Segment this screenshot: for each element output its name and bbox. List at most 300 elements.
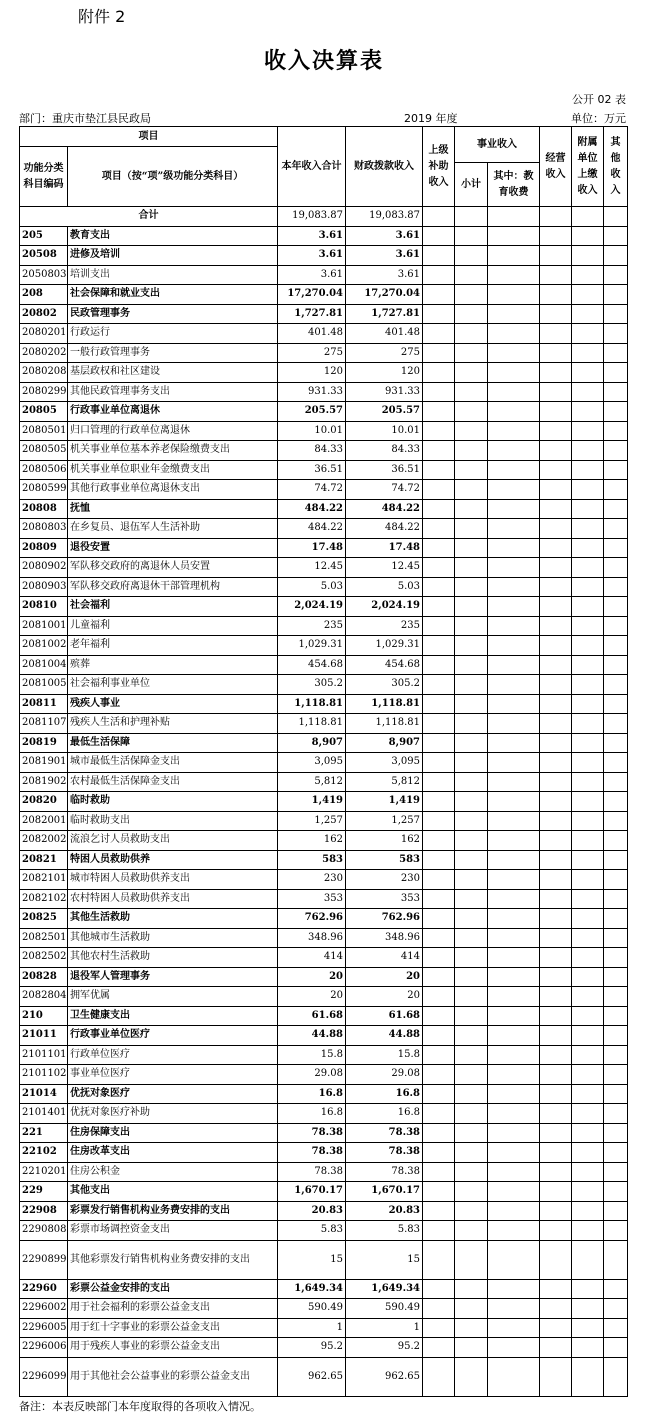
row-name: 儿童福利 xyxy=(68,616,278,636)
row-name: 进修及培训 xyxy=(68,246,278,266)
cell-empty xyxy=(604,1123,628,1143)
row-total: 230 xyxy=(278,870,346,890)
row-code: 20821 xyxy=(20,850,68,870)
cell-empty xyxy=(455,363,488,383)
cell-empty xyxy=(540,1279,572,1299)
table-row xyxy=(20,616,628,636)
row-code: 22960 xyxy=(20,1279,68,1299)
cell-empty xyxy=(540,948,572,968)
cell-empty xyxy=(423,909,455,929)
cell-empty xyxy=(423,1279,455,1299)
cell-empty xyxy=(540,967,572,987)
row-name: 军队移交政府离退休干部管理机构 xyxy=(68,577,278,597)
cell-empty xyxy=(604,460,628,480)
header-code: 功能分类科目编码 xyxy=(20,147,68,207)
cell-empty xyxy=(572,1045,604,1065)
cell-empty xyxy=(423,948,455,968)
row-name: 其他生活救助 xyxy=(68,909,278,929)
cell-empty xyxy=(423,343,455,363)
cell-empty xyxy=(604,1026,628,1046)
cell-empty xyxy=(572,1006,604,1026)
cell-empty xyxy=(604,1006,628,1026)
cell-empty xyxy=(572,1201,604,1221)
cell-empty xyxy=(423,226,455,246)
cell-empty xyxy=(540,850,572,870)
cell-empty xyxy=(423,558,455,578)
row-name: 残疾人事业 xyxy=(68,694,278,714)
cell-empty xyxy=(488,1026,540,1046)
cell-empty xyxy=(455,967,488,987)
row-code: 205 xyxy=(20,226,68,246)
cell-empty xyxy=(488,909,540,929)
row-code: 2082501 xyxy=(20,928,68,948)
row-name: 用于残疾人事业的彩票公益金支出 xyxy=(68,1338,278,1358)
cell-empty xyxy=(572,460,604,480)
cell-empty xyxy=(572,1182,604,1202)
cell-empty xyxy=(423,1123,455,1143)
cell-empty xyxy=(488,1279,540,1299)
cell-empty xyxy=(455,1201,488,1221)
cell-empty xyxy=(423,733,455,753)
row-fiscal: 44.88 xyxy=(346,1026,423,1046)
cell-empty xyxy=(604,363,628,383)
cell-empty xyxy=(455,1123,488,1143)
row-code: 22908 xyxy=(20,1201,68,1221)
cell-empty xyxy=(540,1318,572,1338)
row-fiscal: 74.72 xyxy=(346,480,423,500)
row-code: 2080501 xyxy=(20,421,68,441)
cell-empty xyxy=(540,1182,572,1202)
cell-empty xyxy=(488,207,540,227)
row-total: 762.96 xyxy=(278,909,346,929)
cell-empty xyxy=(540,343,572,363)
row-code: 2296002 xyxy=(20,1299,68,1319)
row-name: 最低生活保障 xyxy=(68,733,278,753)
table-row xyxy=(20,363,628,383)
row-code: 20508 xyxy=(20,246,68,266)
cell-empty xyxy=(423,1357,455,1396)
cell-empty xyxy=(423,285,455,305)
row-name: 教育支出 xyxy=(68,226,278,246)
row-total: 36.51 xyxy=(278,460,346,480)
cell-empty xyxy=(455,577,488,597)
row-name: 住房公积金 xyxy=(68,1162,278,1182)
cell-empty xyxy=(488,265,540,285)
cell-empty xyxy=(455,1104,488,1124)
cell-empty xyxy=(604,616,628,636)
cell-empty xyxy=(455,870,488,890)
row-name: 其他民政管理事务支出 xyxy=(68,382,278,402)
row-name: 行政事业单位医疗 xyxy=(68,1026,278,1046)
cell-empty xyxy=(572,870,604,890)
row-code: 2080903 xyxy=(20,577,68,597)
cell-empty xyxy=(423,772,455,792)
cell-empty xyxy=(540,1123,572,1143)
row-name: 行政事业单位离退休 xyxy=(68,402,278,422)
cell-empty xyxy=(455,265,488,285)
cell-empty xyxy=(572,1065,604,1085)
row-code: 2080505 xyxy=(20,441,68,461)
table-row xyxy=(20,1318,628,1338)
cell-empty xyxy=(540,558,572,578)
row-fiscal: 3,095 xyxy=(346,753,423,773)
row-code: 20819 xyxy=(20,733,68,753)
cell-empty xyxy=(604,1162,628,1182)
cell-empty xyxy=(423,1240,455,1279)
table-row xyxy=(20,694,628,714)
row-name: 卫生健康支出 xyxy=(68,1006,278,1026)
cell-empty xyxy=(488,382,540,402)
table-row xyxy=(20,382,628,402)
cell-empty xyxy=(572,1221,604,1241)
cell-empty xyxy=(455,675,488,695)
cell-empty xyxy=(572,285,604,305)
cell-empty xyxy=(455,402,488,422)
cell-empty xyxy=(455,928,488,948)
cell-empty xyxy=(604,597,628,617)
row-fiscal: 1,118.81 xyxy=(346,714,423,734)
cell-empty xyxy=(488,421,540,441)
cell-empty xyxy=(488,636,540,656)
cell-empty xyxy=(423,889,455,909)
cell-empty xyxy=(455,889,488,909)
cell-empty xyxy=(488,558,540,578)
cell-empty xyxy=(540,1026,572,1046)
cell-empty xyxy=(455,382,488,402)
table-row xyxy=(20,265,628,285)
row-total: 84.33 xyxy=(278,441,346,461)
row-name: 优抚对象医疗补助 xyxy=(68,1104,278,1124)
row-total: 484.22 xyxy=(278,499,346,519)
cell-empty xyxy=(423,850,455,870)
cell-empty xyxy=(423,655,455,675)
row-total: 275 xyxy=(278,343,346,363)
table-row xyxy=(20,1006,628,1026)
total-fiscal: 19,083.87 xyxy=(346,207,423,227)
cell-empty xyxy=(488,889,540,909)
row-fiscal: 275 xyxy=(346,343,423,363)
row-fiscal: 20 xyxy=(346,967,423,987)
cell-empty xyxy=(423,382,455,402)
row-fiscal: 484.22 xyxy=(346,519,423,539)
cell-empty xyxy=(423,265,455,285)
cell-empty xyxy=(455,714,488,734)
cell-empty xyxy=(455,753,488,773)
cell-empty xyxy=(488,343,540,363)
table-row xyxy=(20,870,628,890)
cell-empty xyxy=(604,987,628,1007)
row-code: 2081001 xyxy=(20,616,68,636)
cell-empty xyxy=(540,382,572,402)
row-name: 彩票发行销售机构业务费安排的支出 xyxy=(68,1201,278,1221)
cell-empty xyxy=(604,1240,628,1279)
cell-empty xyxy=(455,1143,488,1163)
row-total: 3.61 xyxy=(278,226,346,246)
cell-empty xyxy=(423,811,455,831)
cell-empty xyxy=(423,1104,455,1124)
row-fiscal: 20 xyxy=(346,987,423,1007)
header-subtotal: 小计 xyxy=(455,163,488,207)
cell-empty xyxy=(488,1338,540,1358)
table-row xyxy=(20,772,628,792)
cell-empty xyxy=(540,1240,572,1279)
cell-empty xyxy=(572,382,604,402)
cell-empty xyxy=(488,324,540,344)
row-total: 1,670.17 xyxy=(278,1182,346,1202)
cell-empty xyxy=(604,1318,628,1338)
cell-empty xyxy=(455,1338,488,1358)
row-total: 61.68 xyxy=(278,1006,346,1026)
row-total: 962.65 xyxy=(278,1357,346,1396)
row-fiscal: 590.49 xyxy=(346,1299,423,1319)
cell-empty xyxy=(455,1006,488,1026)
row-name: 用于其他社会公益事业的彩票公益金支出 xyxy=(68,1357,278,1396)
cell-empty xyxy=(540,421,572,441)
cell-empty xyxy=(455,1182,488,1202)
row-fiscal: 1,670.17 xyxy=(346,1182,423,1202)
cell-empty xyxy=(488,1006,540,1026)
cell-empty xyxy=(572,850,604,870)
row-name: 其他农村生活救助 xyxy=(68,948,278,968)
cell-empty xyxy=(455,831,488,851)
row-code: 2080599 xyxy=(20,480,68,500)
cell-empty xyxy=(604,928,628,948)
row-fiscal: 95.2 xyxy=(346,1338,423,1358)
header-fiscal: 财政拨款收入 xyxy=(346,127,423,207)
cell-empty xyxy=(572,1104,604,1124)
row-name: 社会福利 xyxy=(68,597,278,617)
cell-empty xyxy=(488,772,540,792)
cell-empty xyxy=(455,772,488,792)
row-name: 殡葬 xyxy=(68,655,278,675)
table-row xyxy=(20,1279,628,1299)
row-code: 2080201 xyxy=(20,324,68,344)
cell-empty xyxy=(423,460,455,480)
row-fiscal: 3.61 xyxy=(346,265,423,285)
row-total: 353 xyxy=(278,889,346,909)
cell-empty xyxy=(604,421,628,441)
cell-empty xyxy=(572,889,604,909)
cell-empty xyxy=(423,1045,455,1065)
form-number: 公开 02 表 xyxy=(572,93,626,106)
row-fiscal: 8,907 xyxy=(346,733,423,753)
cell-empty xyxy=(423,1182,455,1202)
row-total: 120 xyxy=(278,363,346,383)
cell-empty xyxy=(540,1006,572,1026)
row-code: 20820 xyxy=(20,792,68,812)
row-fiscal: 583 xyxy=(346,850,423,870)
cell-empty xyxy=(572,246,604,266)
row-name: 民政管理事务 xyxy=(68,304,278,324)
row-name: 城市最低生活保障金支出 xyxy=(68,753,278,773)
row-name: 行政运行 xyxy=(68,324,278,344)
cell-empty xyxy=(572,363,604,383)
cell-empty xyxy=(540,1045,572,1065)
cell-empty xyxy=(604,265,628,285)
cell-empty xyxy=(488,460,540,480)
total-row xyxy=(20,207,628,227)
row-name: 退役军人管理事务 xyxy=(68,967,278,987)
cell-empty xyxy=(423,324,455,344)
row-fiscal: 5,812 xyxy=(346,772,423,792)
table-row xyxy=(20,850,628,870)
row-name: 彩票公益金安排的支出 xyxy=(68,1279,278,1299)
cell-empty xyxy=(423,967,455,987)
row-fiscal: 484.22 xyxy=(346,499,423,519)
header-business-income: 经营收入 xyxy=(540,127,572,207)
row-total: 12.45 xyxy=(278,558,346,578)
cell-empty xyxy=(488,967,540,987)
row-name: 城市特困人员救助供养支出 xyxy=(68,870,278,890)
row-name: 老年福利 xyxy=(68,636,278,656)
table-row xyxy=(20,636,628,656)
row-total: 1,118.81 xyxy=(278,694,346,714)
cell-empty xyxy=(455,499,488,519)
cell-empty xyxy=(488,928,540,948)
row-fiscal: 5.83 xyxy=(346,1221,423,1241)
cell-empty xyxy=(604,519,628,539)
cell-empty xyxy=(488,655,540,675)
cell-empty xyxy=(604,538,628,558)
row-total: 1,029.31 xyxy=(278,636,346,656)
row-name: 农村特困人员救助供养支出 xyxy=(68,889,278,909)
cell-empty xyxy=(604,226,628,246)
row-code: 21011 xyxy=(20,1026,68,1046)
table-row xyxy=(20,889,628,909)
cell-empty xyxy=(455,324,488,344)
cell-empty xyxy=(572,655,604,675)
row-name: 退役安置 xyxy=(68,538,278,558)
cell-empty xyxy=(488,226,540,246)
cell-empty xyxy=(423,480,455,500)
row-name: 在乡复员、退伍军人生活补助 xyxy=(68,519,278,539)
cell-empty xyxy=(540,636,572,656)
row-fiscal: 1 xyxy=(346,1318,423,1338)
cell-empty xyxy=(604,207,628,227)
row-name: 其他城市生活救助 xyxy=(68,928,278,948)
row-fiscal: 78.38 xyxy=(346,1143,423,1163)
row-fiscal: 2,024.19 xyxy=(346,597,423,617)
cell-empty xyxy=(604,246,628,266)
table-row xyxy=(20,1221,628,1241)
cell-empty xyxy=(572,694,604,714)
table-row xyxy=(20,1045,628,1065)
attachment-label: 附件 2 xyxy=(78,7,126,26)
cell-empty xyxy=(423,363,455,383)
cell-empty xyxy=(604,772,628,792)
cell-empty xyxy=(488,792,540,812)
row-fiscal: 230 xyxy=(346,870,423,890)
cell-empty xyxy=(488,246,540,266)
cell-empty xyxy=(540,363,572,383)
row-code: 2081901 xyxy=(20,753,68,773)
cell-empty xyxy=(423,538,455,558)
row-total: 15 xyxy=(278,1240,346,1279)
cell-empty xyxy=(572,265,604,285)
cell-empty xyxy=(604,343,628,363)
row-total: 5.03 xyxy=(278,577,346,597)
cell-empty xyxy=(540,304,572,324)
cell-empty xyxy=(455,694,488,714)
cell-empty xyxy=(488,948,540,968)
cell-empty xyxy=(455,1162,488,1182)
cell-empty xyxy=(540,1104,572,1124)
cell-empty xyxy=(540,616,572,636)
cell-empty xyxy=(572,324,604,344)
header-item: 项目 xyxy=(20,127,278,147)
row-total: 454.68 xyxy=(278,655,346,675)
row-code: 20811 xyxy=(20,694,68,714)
row-name: 其他行政事业单位离退休支出 xyxy=(68,480,278,500)
row-name: 彩票市场调控资金支出 xyxy=(68,1221,278,1241)
cell-empty xyxy=(572,1162,604,1182)
cell-empty xyxy=(540,1084,572,1104)
cell-empty xyxy=(423,1143,455,1163)
row-name: 社会福利事业单位 xyxy=(68,675,278,695)
row-fiscal: 5.03 xyxy=(346,577,423,597)
cell-empty xyxy=(488,402,540,422)
header-total: 本年收入合计 xyxy=(278,127,346,207)
table-row xyxy=(20,499,628,519)
cell-empty xyxy=(488,1182,540,1202)
cell-empty xyxy=(572,753,604,773)
cell-empty xyxy=(488,1162,540,1182)
row-code: 2080299 xyxy=(20,382,68,402)
table-row xyxy=(20,577,628,597)
fiscal-year: 2019 年度 xyxy=(404,112,458,125)
cell-empty xyxy=(540,246,572,266)
cell-empty xyxy=(488,987,540,1007)
row-fiscal: 305.2 xyxy=(346,675,423,695)
cell-empty xyxy=(572,811,604,831)
cell-empty xyxy=(604,909,628,929)
cell-empty xyxy=(488,675,540,695)
income-table xyxy=(19,126,628,1397)
row-total: 235 xyxy=(278,616,346,636)
table-row xyxy=(20,343,628,363)
cell-empty xyxy=(604,1104,628,1124)
cell-empty xyxy=(488,597,540,617)
cell-empty xyxy=(488,694,540,714)
cell-empty xyxy=(540,207,572,227)
cell-empty xyxy=(540,597,572,617)
cell-empty xyxy=(540,402,572,422)
table-row xyxy=(20,928,628,948)
row-fiscal: 17.48 xyxy=(346,538,423,558)
row-name: 社会保障和就业支出 xyxy=(68,285,278,305)
cell-empty xyxy=(572,1026,604,1046)
row-fiscal: 454.68 xyxy=(346,655,423,675)
cell-empty xyxy=(423,304,455,324)
row-code: 2082001 xyxy=(20,811,68,831)
cell-empty xyxy=(423,1338,455,1358)
cell-empty xyxy=(604,499,628,519)
row-code: 2081004 xyxy=(20,655,68,675)
cell-empty xyxy=(423,753,455,773)
cell-empty xyxy=(488,1045,540,1065)
row-code: 2081107 xyxy=(20,714,68,734)
row-total: 583 xyxy=(278,850,346,870)
row-fiscal: 12.45 xyxy=(346,558,423,578)
table-row xyxy=(20,558,628,578)
unit-label: 单位：万元 xyxy=(571,112,626,125)
cell-empty xyxy=(488,538,540,558)
row-fiscal: 78.38 xyxy=(346,1123,423,1143)
cell-empty xyxy=(455,1318,488,1338)
row-code: 2080902 xyxy=(20,558,68,578)
cell-empty xyxy=(540,285,572,305)
row-fiscal: 16.8 xyxy=(346,1104,423,1124)
